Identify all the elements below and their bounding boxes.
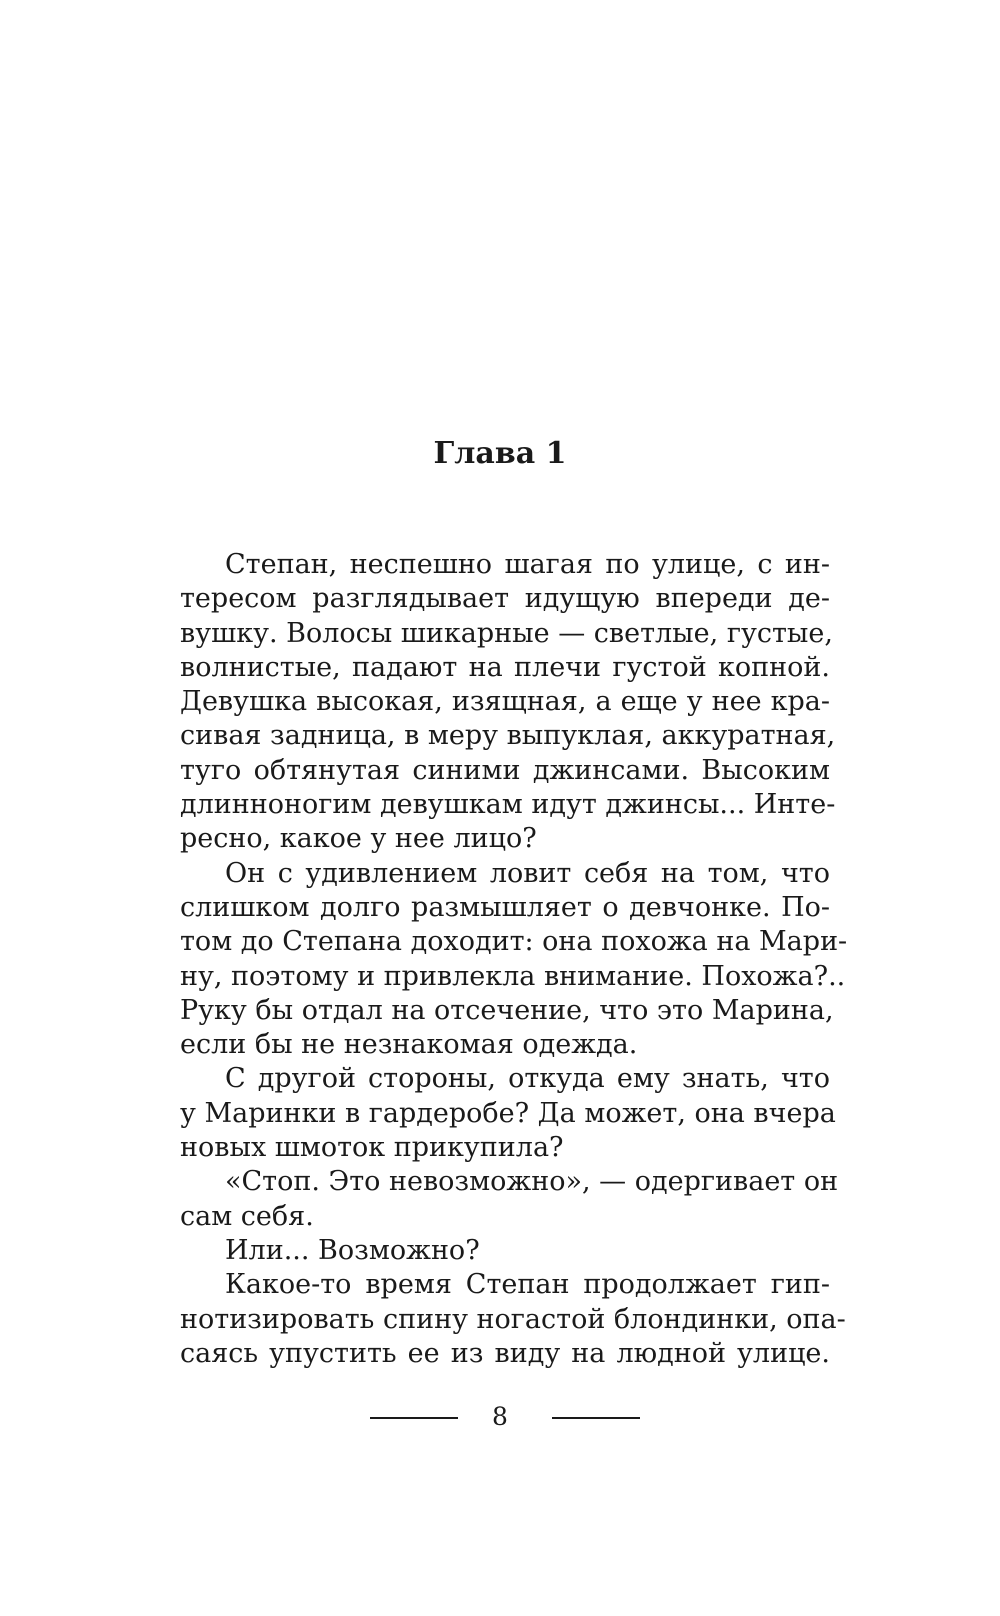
text-line: Или... Возможно? [225, 1234, 480, 1266]
page-footer [0, 1400, 1000, 1434]
text-line: том до Степана доходит: она похожа на Мари- [180, 926, 848, 958]
text-line: волнистые, падают на плечи густой копной. [180, 651, 830, 683]
text-line: Руку бы отдал на отсечение, что это Марина, [180, 994, 834, 1026]
text-line: ресно, какое у нее лицо? [180, 823, 537, 855]
text-line: слишком долго размышляет о девчонке. По- [180, 891, 830, 923]
body-text [180, 548, 848, 1371]
text-line: новых шмоток прикупила? [180, 1132, 564, 1164]
chapter-title: Глава 1 [433, 436, 567, 471]
text-line: если бы не незнакомая одежда. [180, 1029, 638, 1061]
text-line: Он с удивлением ловит себя на том, что [225, 857, 830, 889]
text-line: сивая задница, в меру выпуклая, аккуратная, [180, 720, 836, 752]
text-line: нотизировать спину ногастой блондинки, опа- [180, 1303, 846, 1335]
footer-rule-right [552, 1417, 640, 1419]
text-line: вушку. Волосы шикарные — светлые, густые, [180, 617, 833, 649]
text-line: сам себя. [180, 1200, 314, 1232]
text-line: саясь упустить ее из виду на людной улице. [180, 1337, 830, 1369]
page-number: 8 [492, 1402, 508, 1431]
text-line: туго обтянутая синими джинсами. Высоким [180, 754, 830, 786]
text-line: у Маринки в гардеробе? Да может, она вчера [180, 1097, 836, 1129]
text-line: С другой стороны, откуда ему знать, что [225, 1063, 830, 1095]
text-line: длинноногим девушкам идут джинсы... Инте- [180, 789, 836, 821]
text-line: Какое-то время Степан продолжает гип- [225, 1269, 830, 1301]
text-line: ну, поэтому и привлекла внимание. Похожа?.. [180, 960, 846, 992]
text-line: Девушка высокая, изящная, а еще у нее кра- [180, 686, 830, 718]
text-line: «Стоп. Это невозможно», — одергивает он [225, 1166, 839, 1198]
text-line: Степан, неспешно шагая по улице, с ин- [225, 549, 830, 580]
footer-rule-left [370, 1417, 458, 1419]
text-line: тересом разглядывает идущую впереди де- [180, 583, 830, 615]
